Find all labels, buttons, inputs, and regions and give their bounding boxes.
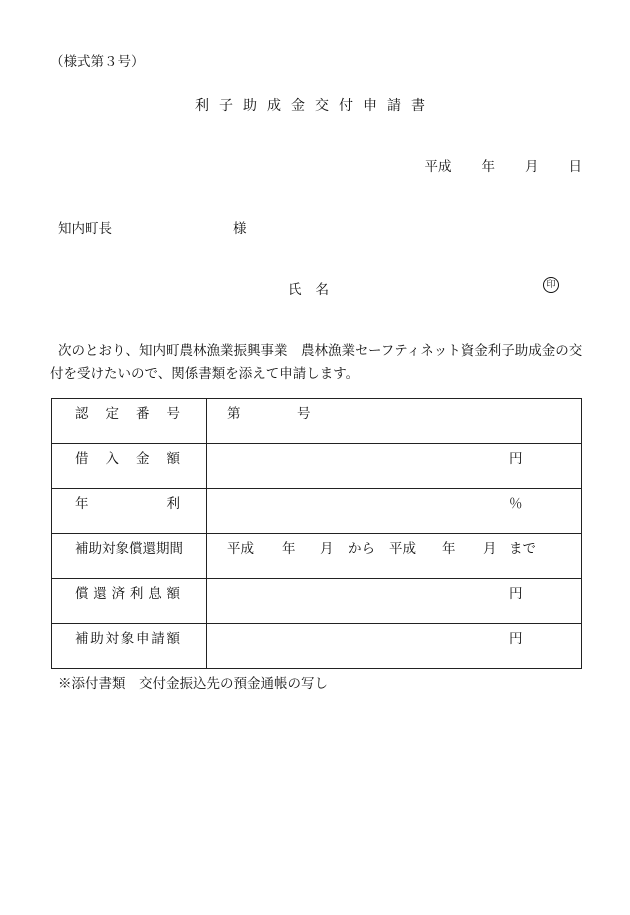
table-row (52, 399, 582, 444)
seal-mark: 印 (543, 277, 559, 293)
table-row (52, 624, 582, 669)
value-cell-annual-interest[interactable] (207, 489, 582, 534)
label-char: 償 (75, 586, 89, 602)
label-char: 番 (136, 406, 150, 422)
date-month-label: 月 (525, 159, 539, 175)
label-char: 額 (166, 631, 180, 647)
unit-yen: 円 (509, 631, 523, 647)
value-cell-repaid-interest[interactable] (207, 579, 582, 624)
label-cell-annual-interest (52, 489, 207, 534)
label-cell-loan-amount (52, 444, 207, 489)
label-char: 金 (136, 451, 150, 467)
label-char: 認 (75, 406, 89, 422)
number-prefix: 第 (227, 406, 241, 422)
unit-yen: 円 (509, 451, 523, 467)
period-to-word: まで (509, 541, 536, 557)
label-char: 利 (129, 586, 144, 602)
label-text: 補助対象償還期間 (75, 541, 183, 557)
attachment-note: ※添付書類 交付金振込先の預金通帳の写し (58, 676, 328, 692)
table-row (52, 489, 582, 534)
value-cell-certification-number[interactable] (207, 399, 582, 444)
period-from-month: 月 (320, 541, 334, 557)
value-cell-requested-amount[interactable] (207, 624, 582, 669)
table-row (52, 534, 582, 579)
period-to-era: 平成 (389, 541, 416, 557)
period-from-word: から (348, 541, 375, 557)
label-char: 借 (75, 451, 89, 467)
unit-yen: 円 (509, 586, 523, 602)
applicant-name-label: 氏名 (288, 282, 343, 298)
table-row (52, 579, 582, 624)
form-number: （様式第３号） (50, 54, 145, 70)
date-line (425, 155, 583, 175)
period-from-era: 平成 (227, 541, 254, 557)
label-char: 入 (105, 451, 119, 467)
label-char: 定 (105, 406, 119, 422)
label-cell-repayment-period (52, 534, 207, 579)
label-char: 号 (166, 406, 180, 422)
unit-percent: ％ (509, 496, 523, 512)
label-char: 利 (166, 496, 180, 512)
date-era: 平成 (424, 159, 452, 175)
label-char: 還 (93, 586, 107, 602)
period-to-year: 年 (442, 541, 456, 557)
date-year-label: 年 (481, 159, 495, 175)
label-char: 補 (75, 631, 89, 647)
label-char: 息 (148, 586, 162, 602)
label-char: 申 (136, 631, 150, 647)
label-char: 助 (90, 631, 104, 647)
application-table (51, 398, 582, 669)
addressee-honorific: 様 (233, 221, 247, 237)
addressee-name: 知内町長 (58, 221, 112, 237)
date-day-label: 日 (568, 159, 582, 175)
label-char: 額 (166, 586, 180, 602)
label-char: 年 (75, 496, 89, 512)
label-cell-repaid-interest (52, 579, 207, 624)
table-row (52, 444, 582, 489)
period-to-month: 月 (483, 541, 497, 557)
label-char: 済 (111, 586, 126, 602)
label-cell-requested-amount (52, 624, 207, 669)
document-title: 利子助成金交付申請書 (195, 98, 435, 114)
period-from-year: 年 (282, 541, 296, 557)
number-suffix: 号 (297, 406, 311, 422)
label-char: 額 (166, 451, 180, 467)
label-char: 請 (151, 631, 165, 647)
label-char: 象 (120, 631, 135, 647)
value-cell-repayment-period[interactable] (207, 534, 582, 579)
value-cell-loan-amount[interactable] (207, 444, 582, 489)
intro-paragraph: 次のとおり、知内町農林漁業振興事業 農林漁業セーフティネット資金利子助成金の交付を受けたいので、関係書類を添えて申請します。 (50, 343, 583, 382)
label-char: 対 (105, 631, 119, 647)
label-cell-certification-number (52, 399, 207, 444)
